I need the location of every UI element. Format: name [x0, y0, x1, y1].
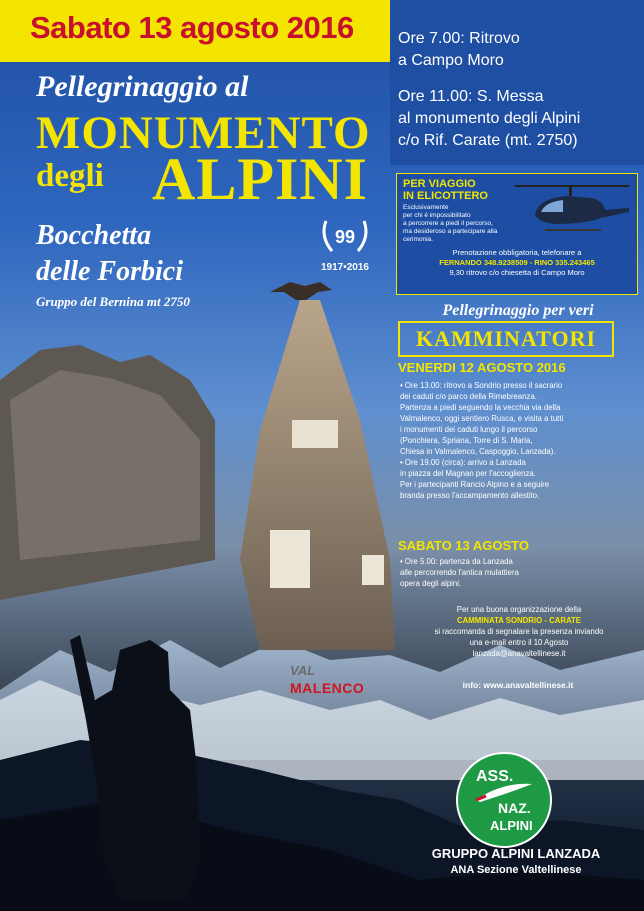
schedule-item2-detail: c/o Rif. Carate (mt. 2750): [398, 132, 578, 149]
brand-val: VAL: [290, 663, 316, 678]
schedule-item2-time: Ore 11.00: S. Messa: [398, 88, 544, 105]
title-alpini: ALPINI: [152, 146, 369, 212]
booking-meeting: 9,30 ritrovo c/o chiesetta di Campo Moro: [449, 268, 585, 277]
organization-note: [400, 604, 638, 659]
org-line: Per una buona organizzazione della: [456, 605, 582, 614]
day1-body: [400, 380, 638, 501]
eagle-statue: [270, 282, 332, 300]
day1-line: in piazza del Magnan per l'accoglienza.: [400, 469, 536, 478]
monument-obelisk: [240, 300, 395, 650]
day2-heading: SABATO 13 AGOSTO: [398, 538, 529, 553]
day1-line: Chiesa in Valmalenco, Caspoggio, Lanzada).: [400, 447, 556, 456]
title-degli: degli: [36, 158, 104, 194]
org-line: si raccomanda di segnalare la presenza inviando: [434, 627, 604, 636]
schedule-item1-time: Ore 7.00: Ritrovo: [398, 30, 520, 47]
day2-line: • Ore 5.00: partenza da Lanzada: [400, 557, 513, 566]
schedule-item2-place: al monumento degli Alpini: [398, 110, 581, 127]
helicopter-note2: per chi è impossibilitato: [403, 212, 471, 219]
walkers-heading: Pellegrinaggio per veri: [442, 302, 594, 319]
group-line: Gruppo del Bernina mt 2750: [36, 294, 190, 309]
day2-line: alle percorrendo l'antica mulattiera: [400, 568, 519, 577]
helicopter-icon: [505, 178, 633, 238]
day2-line: opera degli alpini.: [400, 579, 462, 588]
info-website[interactable]: info: www.anavaltellinese.it: [462, 680, 574, 690]
day1-heading: VENERDI 12 AGOSTO 2016: [398, 360, 566, 375]
laurel-icon: [318, 215, 372, 255]
valmalenco-logo: [290, 662, 364, 696]
day1-line: branda presso l'accampamento allestito.: [400, 491, 540, 500]
booking-text: Prenotazione obbligatoria, telefonare a: [452, 248, 582, 257]
event-date: Sabato 13 agosto 2016: [30, 10, 354, 45]
place-line2: delle Forbici: [36, 256, 183, 287]
anniversary-number: 99: [334, 227, 356, 247]
day1-line: Valmalenco, oggi sentiero Rusca, e visita a tutti: [400, 414, 564, 423]
schedule-times: [398, 28, 580, 166]
day1-line: • Ore 13.00: ritrovo a Sondrio presso il sacrario: [400, 381, 563, 390]
helicopter-box: [396, 173, 638, 295]
helicopter-title1: PER VIAGGIO: [403, 178, 476, 190]
logo-naz: NAZ.: [498, 800, 531, 816]
helicopter-note: [403, 204, 513, 244]
logo-ass: ASS.: [476, 768, 514, 785]
place-line1: Bocchetta: [36, 220, 152, 251]
logo-alpini: ALPINI: [490, 818, 533, 833]
helicopter-note4: ma desideroso a partecipare alla cerimonia.: [403, 228, 498, 243]
day1-line: dei caduti c/o parco della Rimebreanza.: [400, 392, 537, 401]
day1-line: • Ore 19.00 (circa): arrivo a Lanzada: [400, 458, 526, 467]
helicopter-booking: [399, 248, 635, 278]
booking-contacts: FERNANDO 348.9238509 - RINO 335.243465: [439, 258, 595, 267]
footer-section: ANA Sezione Valtellinese: [450, 864, 582, 876]
title-line1: Pellegrinaggio al: [36, 70, 249, 103]
day2-body: [400, 556, 638, 589]
day1-line: i monumenti dei caduti lungo il percorso: [400, 425, 538, 434]
helicopter-title: [403, 178, 488, 202]
anniversary-years: 1917•2016: [321, 262, 369, 273]
anniversary-badge: [318, 215, 372, 273]
org-line: CAMMINATA SONDRIO - CARATE: [456, 616, 581, 625]
day1-line: Per i partecipanti Rancio Alpino e a seguire: [400, 480, 550, 489]
brand-malenco: MALENCO: [290, 680, 365, 696]
helicopter-title2: IN ELICOTTERO: [403, 190, 488, 202]
schedule-item1-place: a Campo Moro: [398, 52, 504, 69]
day1-line: (Ponchiera, Spriana, Torre di S. Maria,: [400, 436, 533, 445]
helicopter-note3: a percorrere a piedi il percorso,: [403, 220, 493, 227]
org-email[interactable]: lanzada@anavaltellinese.it: [472, 649, 566, 658]
day1-line: Partenza a piedi seguendo la vecchia via della: [400, 403, 561, 412]
helicopter-note1: Esclusivamente: [403, 204, 449, 211]
title-monumento: MONUMENTO: [36, 107, 371, 159]
org-line: una e-mail entro il 10 Agosto: [469, 638, 569, 647]
kamminatori-banner: KAMMINATORI: [398, 321, 614, 357]
ana-logo: [456, 752, 552, 848]
footer-group: GRUPPO ALPINI LANZADA: [431, 846, 601, 861]
